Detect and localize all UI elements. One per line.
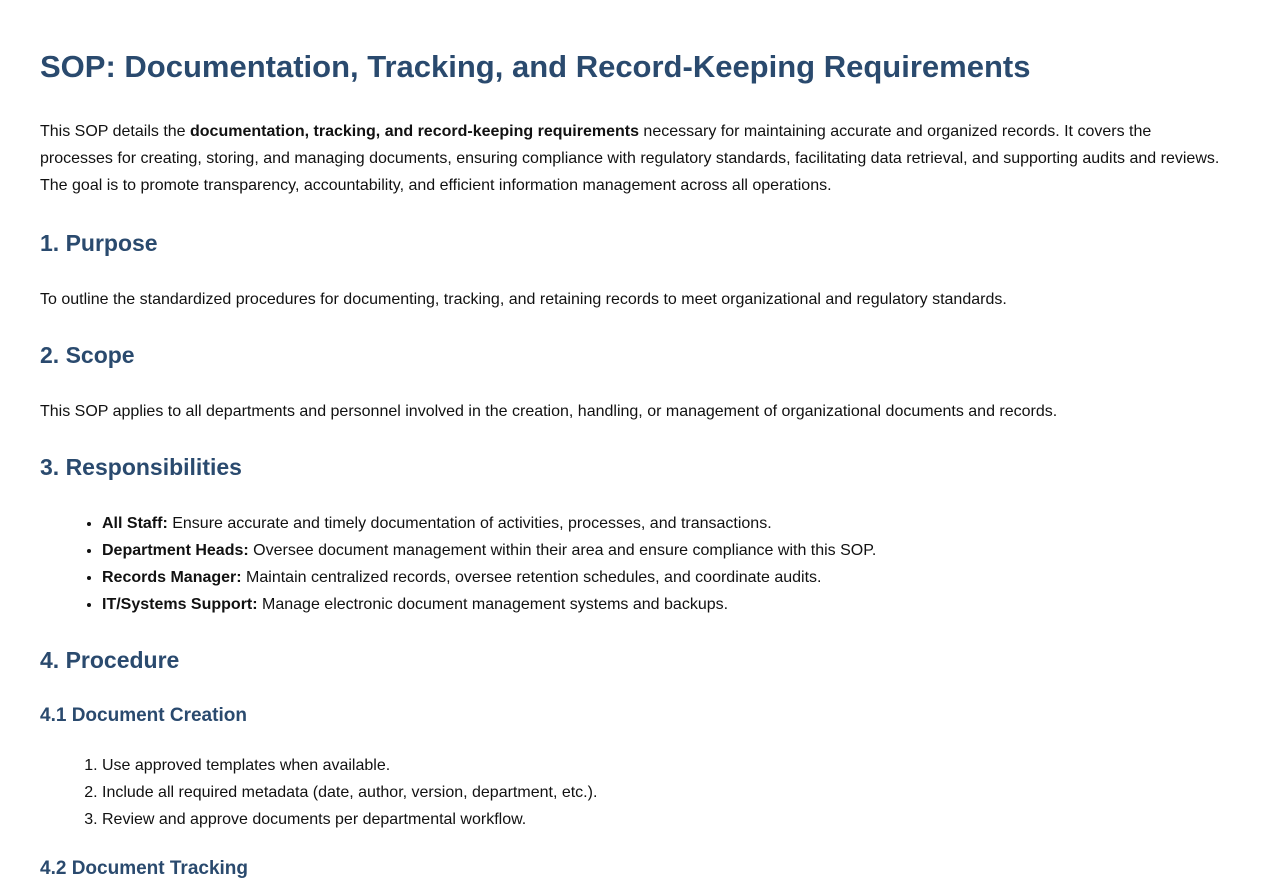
responsibilities-list: [40, 510, 1223, 618]
role-description: Oversee document management within their area and ensure compliance with this SOP.: [248, 542, 877, 559]
section-heading-purpose: 1. Purpose: [40, 230, 158, 256]
section-heading-scope: 2. Scope: [40, 342, 135, 368]
intro-paragraph: [40, 118, 1223, 199]
list-item: [102, 564, 1223, 591]
section-heading-procedure: 4. Procedure: [40, 647, 180, 673]
document-creation-steps: [40, 752, 1223, 833]
list-item: 3. Review and approve documents per departmental workflow.: [102, 806, 1223, 833]
list-item: [102, 510, 1223, 537]
list-item: [102, 537, 1223, 564]
role-description: Ensure accurate and timely documentation of activities, processes, and transactions.: [167, 515, 772, 532]
role-label: Department Heads:: [102, 542, 249, 559]
page-title: SOP: Documentation, Tracking, and Record-Keeping Requirements: [40, 49, 1031, 84]
role-label: All Staff:: [102, 515, 168, 532]
intro-text-end: necessary for maintaining accurate and organized records. It covers the processes for creating, storing, and managing documents, ensuring compliance with regulatory standards, facilitating data retrieval, and supporting audits and reviews. The goal is to promote transparency, accountability, and efficient information management across all operations.: [40, 123, 1220, 194]
list-item: 1. Use approved templates when available.: [102, 752, 1223, 779]
section-heading-responsibilities: 3. Responsibilities: [40, 454, 242, 480]
scope-text: This SOP applies to all departments and personnel involved in the creation, handling, or management of organizational documents and records.: [40, 403, 1058, 420]
role-label: IT/Systems Support:: [102, 596, 258, 613]
list-item: [102, 591, 1223, 618]
intro-bold-text: documentation, tracking, and record-keeping requirements: [190, 123, 639, 140]
subsection-heading-document-tracking: 4.2 Document Tracking: [40, 858, 249, 879]
role-label: Records Manager:: [102, 569, 242, 586]
intro-text-start: This SOP details the: [40, 123, 190, 140]
subsection-heading-document-creation: 4.1 Document Creation: [40, 705, 247, 726]
role-description: Maintain centralized records, oversee retention schedules, and coordinate audits.: [241, 569, 822, 586]
purpose-text: To outline the standardized procedures for documenting, tracking, and retaining records to meet organizational and regulatory standards.: [40, 291, 1007, 308]
list-item: 2. Include all required metadata (date, author, version, department, etc.).: [102, 779, 1223, 806]
role-description: Manage electronic document management systems and backups.: [257, 596, 729, 613]
